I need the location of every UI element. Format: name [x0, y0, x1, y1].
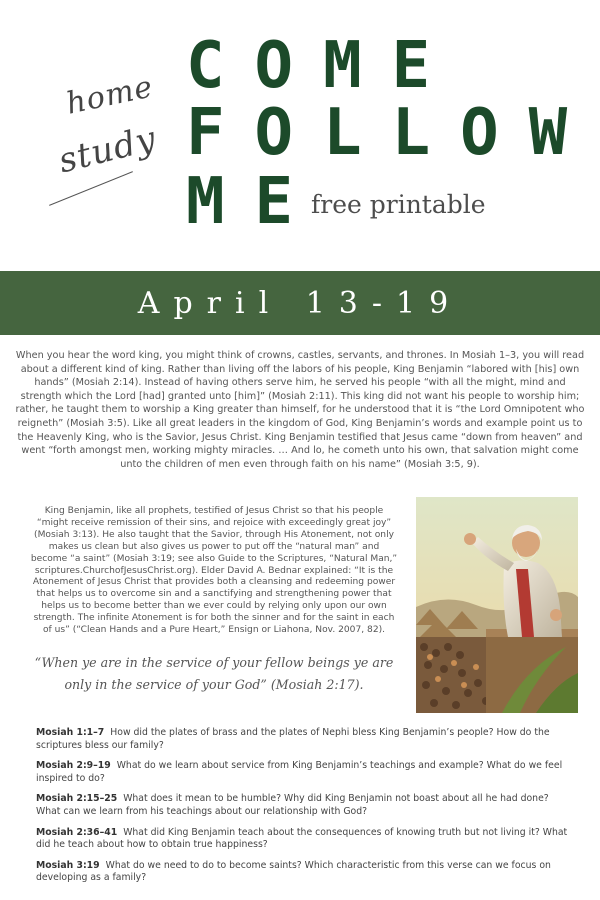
- subtitle-free-printable: free printable: [311, 190, 486, 219]
- painting-illustration: [416, 497, 578, 713]
- question-text: What does it mean to be humble? Why did King Benjamin not boast about all he had done? What can we learn from his teachings about our relationship with God?: [36, 793, 549, 817]
- question-item: [36, 860, 576, 885]
- teaching-paragraph: King Benjamin, like all prophets, testified of Jesus Christ so that his people “might receive remission of their sins, and rejoice with exceedingly great joy” (Mosiah 3:13). He also taught that the Savior, through His Atonement, not only makes us clean but also gives us power to put off the “natural man” and become “a saint” (Mosiah 3:19; see also Guide to the Scriptures, “Natural Man,” scriptures.ChurchofJesusChrist.org). Elder David A. Bednar explained: “It is the Atonement of Jesus Christ that provides both a cleansing and redeeming power that helps us to overcome sin and a sanctifying and strengthening power that helps us to become better than we ever could by relying only upon our own strength. The infinite Atonement is for both the sinner and for the saint in each of us” (“Clean Hands and a Pure Heart,” Ensign or Liahona, Nov. 2007, 82).: [30, 506, 398, 636]
- discussion-questions: [36, 727, 576, 893]
- question-reference: Mosiah 2:9–19: [36, 760, 111, 772]
- question-text: What do we learn about service from King Benjamin’s teachings and example? What do we feel inspired to do?: [36, 760, 563, 784]
- decorative-underline: [49, 171, 133, 206]
- question-text: What do we need to do to become saints? Which characteristic from this verse can we focus on developing as a family?: [36, 859, 551, 884]
- question-text: How did the plates of brass and the plates of Nephi bless King Benjamin’s people? How do the scriptures bless our family?: [36, 727, 550, 751]
- question-reference: Mosiah 2:36–41: [36, 826, 118, 838]
- script-study: study: [54, 118, 161, 182]
- question-item: [36, 793, 576, 818]
- date-range: April 13-19: [137, 285, 463, 321]
- question-text: What did King Benjamin teach about the consequences of knowing truth but not living it? What did he teach about how to obtain true happiness?: [36, 826, 568, 851]
- intro-paragraph: When you hear the word king, you might think of crowns, castles, servants, and thrones. In Mosiah 1–3, you will read about a different kind of king. Rather than living off the labors of his people, King Benjamin “labored with [his] own hands” (Mosiah 2:14). Instead of having others serve him, he served his people “with all the might, mind and strength which the Lord [had] granted unto [him]” (Mosiah 2:11). This king did not want his people to worship him; rather, he taught them to worship a King greater than himself, for he understood that it is “the Lord Omnipotent who reigneth” (Mosiah 3:5). Like all great leaders in the kingdom of God, King Benjamin’s words and example point us to the Heavenly King, who is the Savior, Jesus Christ. King Benjamin testified that Jesus came “down from heaven” and went “forth amongst men, working mighty miracles. … And lo, he cometh unto his own, that salvation might come unto the children of men even through faith on his name” (Mosiah 3:5, 9).: [15, 350, 585, 470]
- script-home: home: [63, 69, 157, 122]
- scripture-quote: “When ye are in the service of your fellow beings ye are only in the service of your God” (Mosiah 2:17).: [34, 655, 394, 692]
- title-line-come: COME: [186, 29, 461, 103]
- header: [0, 0, 600, 272]
- title-line-follow: FOLLOW: [186, 96, 598, 170]
- question-item: [36, 727, 576, 752]
- question-item: [36, 760, 576, 785]
- question-reference: Mosiah 3:19: [36, 859, 100, 871]
- question-reference: Mosiah 2:15–25: [36, 793, 118, 805]
- king-benjamin-painting: [416, 497, 578, 713]
- title-line-me: ME: [186, 165, 324, 239]
- question-reference: Mosiah 1:1–7: [36, 727, 105, 738]
- question-item: [36, 827, 576, 852]
- date-banner: [0, 271, 600, 335]
